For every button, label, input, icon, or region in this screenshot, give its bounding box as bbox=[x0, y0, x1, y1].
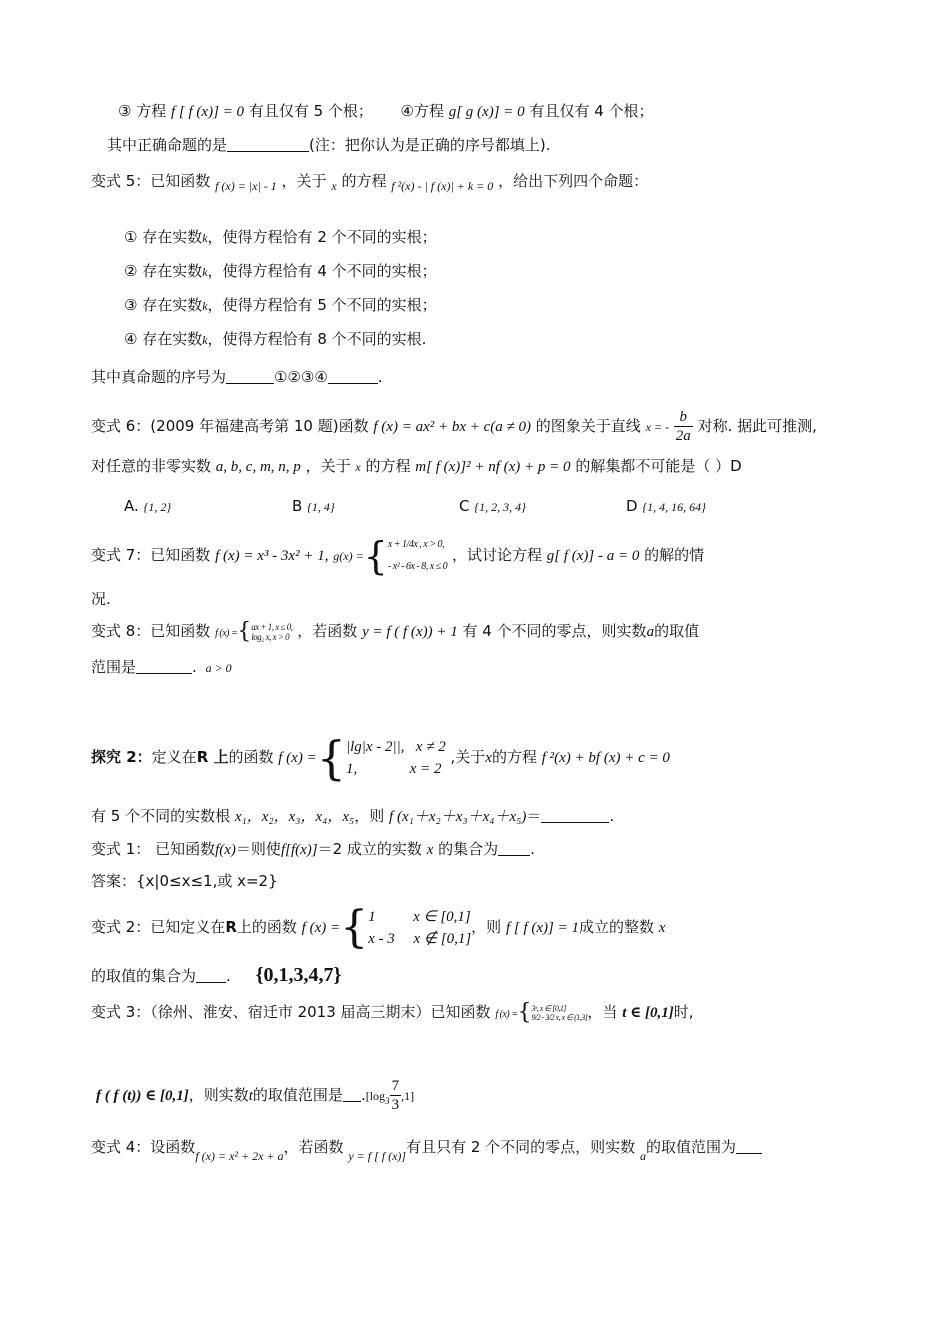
math-ffx: f [ f (x)] = 0 bbox=[171, 104, 245, 120]
correct-statement-prompt: 其中正确命题的是 (注：把你认为是正确的序号都填上). bbox=[107, 136, 551, 154]
variant-8-answer: a > 0 bbox=[205, 661, 232, 675]
math-ggx: g[ g (x)] = 0 bbox=[448, 104, 525, 120]
sub-variant-1: 变式 1： 已知函数f(x)＝则使f[f(x)]＝2 成立的实数 x 的集合为 . bbox=[91, 840, 535, 858]
answer-blank[interactable] bbox=[227, 135, 309, 152]
math-v5-f: f (x) = |x| - 1 bbox=[215, 179, 277, 193]
variant-5-item-2: ② 存在实数k，使得方程恰有 4 个不同的实根； bbox=[124, 262, 437, 280]
piecewise-f-explore-2: |lg|x - 2||, x ≠ 2 1, x = 2 bbox=[345, 738, 446, 777]
variant-5-item-3: ③ 存在实数k，使得方程恰有 5 个不同的实根； bbox=[124, 296, 437, 314]
variant-5-item-4: ④ 存在实数k，使得方程恰有 8 个不同的实根. bbox=[124, 330, 427, 348]
option-c[interactable]: C {1, 2, 3, 4} bbox=[459, 497, 526, 515]
explore-2-line-2: 有 5 个不同的实数根 x₁，x₂，x₃，x₄，x₅，则 f (x₁＋x₂＋x₃＋x₄＋x₅)＝ . bbox=[91, 807, 615, 825]
variant-7-title: 变式 7：已知函数 f (x) = x³ - 3x² + 1, g(x) ={ x + 1/4x , x > 0, - x² - 6x - 8, x ≤ 0 ，试讨论方程 g[ f (x)] - a = 0 的解的情 bbox=[91, 533, 705, 578]
variant-6-title: 变式 6：(2009 年福建高考第 10 题)函数 f (x) = ax² + bx + c(a ≠ 0) 的图象关于直线 x = - $\frac{b}{2a}$ 对称. 据此可推测, bbox=[91, 409, 817, 444]
piecewise-f-sub-3: 3ˣ, x ∈ [0,1] 9/2 - 3/2 x, x ∈ (1,3] bbox=[531, 1003, 588, 1022]
math-v6-eq: m[ f (x)]² + nf (x) + p = 0 bbox=[415, 459, 571, 475]
math-v7-eq: g[ f (x)] - a = 0 bbox=[546, 548, 640, 564]
variant-5-title: 变式 5：已知函数 $_{f (x) = |x| - 1}$ ，关于 $_x$ 的方程 $_{f ^2(x) - | f (x)| + k = 0}$ ，给出下列四个命题： bbox=[91, 172, 649, 193]
sub-variant-3: 变式 3：（徐州、淮安、宿迁市 2013 届高三期末）已知函数 f (x) ={ 3ˣ, x ∈ [0,1] 9/2 - 3/2 x, x ∈ (1,3] ，当 t ∈ [0,1]时, bbox=[91, 999, 694, 1025]
statement-3: ③ 方程 f [ f (x)] = 0 有且仅有 5 个根； ④方程 g[ g (x)] = 0 有且仅有 4 个根； bbox=[118, 102, 654, 120]
variant-8-line-2: 范围是 . a > 0 bbox=[91, 658, 232, 676]
sub-variant-1-answer: 答案：{x|0≤x≤1,或 x=2} bbox=[91, 872, 278, 890]
sub-variant-2-answer: {0,1,3,4,7} bbox=[255, 964, 342, 986]
piecewise-f-v8: ax + 1, x ≤ 0, log₂ x, x > 0 bbox=[251, 621, 293, 642]
variant-7-line-2: 况. bbox=[91, 590, 111, 608]
math-explore-2-eq: f ²(x) + bf (x) + c = 0 bbox=[541, 750, 670, 766]
variant-5-answer: 其中真命题的序号为 ①②③④ . bbox=[91, 368, 383, 386]
piecewise-f-sub-2: 1 x ∈ [0,1] x - 3 x ∉ [0,1] bbox=[368, 908, 472, 947]
explore-2-title: 探究 2：定义在R 上的函数 f (x) ={ |lg|x - 2||, x ≠ 2 1, x = 2 ,关于x的方程 f ²(x) + bf (x) + c = 0 bbox=[91, 730, 670, 785]
math-v5-eq: f ²(x) - | f (x)| + k = 0 bbox=[391, 179, 494, 193]
variant-8-title: 变式 8：已知函数 f (x) ={ ax + 1, x ≤ 0, log₂ x, x > 0 ，若函数 y = f ( f (x)) + 1 有 4 个不同的零点，则实数a的取值 bbox=[91, 618, 700, 644]
option-a[interactable]: A. {1, 2} bbox=[124, 497, 172, 515]
sub-variant-4: 变式 4：设函数$_{f (x) = x^2 + 2x + a}$，若函数 $_{y = f [ f (x)]}$有且只有 2 个不同的零点，则实数 $_a$的取值范围为 bbox=[91, 1132, 762, 1162]
fraction-b-over-2a: $\frac{b}{2a}$ bbox=[675, 409, 691, 444]
math-v6-f: f (x) = ax² + bx + c(a ≠ 0) bbox=[373, 419, 531, 435]
option-d[interactable]: D {1, 4, 16, 64} bbox=[626, 497, 706, 515]
variant-5-item-1: ① 存在实数k，使得方程恰有 2 个不同的实根； bbox=[124, 228, 437, 246]
sub-variant-2-line-2: 的取值的集合为 . {0,1,3,4,7} bbox=[91, 964, 342, 986]
variant-6-line-2: 对任意的非零实数 a, b, c, m, n, p ，关于 x 的方程 m[ f (x)]² + nf (x) + p = 0 的解集都不可能是（ ）D bbox=[91, 457, 742, 475]
math-v5-x: x bbox=[331, 179, 337, 193]
math-v7-f: f (x) = x³ - 3x² + 1, bbox=[215, 548, 329, 564]
option-b[interactable]: B {1, 4} bbox=[292, 497, 335, 515]
sub-variant-3-line-2: f ( f (t)) ∈ [0,1]，则实数t的取值范围是 $.[\log_3$ $\frac{7}{3}$ ,1] bbox=[96, 1078, 415, 1113]
sub-variant-2: 变式 2：已知定义在R上的函数 f (x) ={ 1 x ∈ [0,1] x - 3 x ∉ [0,1] ，则 f [ f (x)] = 1成立的整数 x bbox=[91, 901, 666, 953]
piecewise-g: x + 1/4x , x > 0, - x² - 6x - 8, x ≤ 0 bbox=[387, 538, 448, 572]
fraction-7-over-3: $\frac{7}{3}$ bbox=[391, 1078, 400, 1113]
